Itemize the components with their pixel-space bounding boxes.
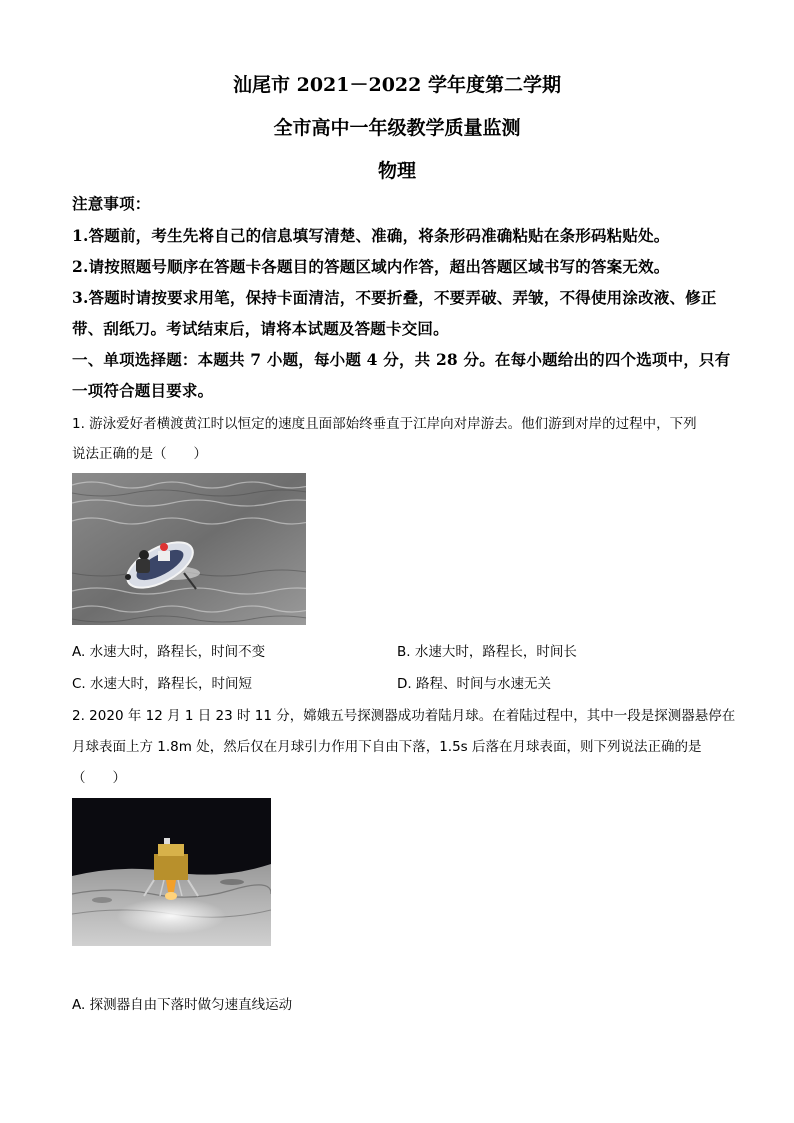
section-heading-line-2: 一项符合题目要求。 [72, 381, 214, 400]
question-1-option-a: A. 水速大时，路程长，时间不变 [72, 644, 266, 660]
notice-item-3-line-1: 3.答题时请按要求用笔，保持卡面清洁，不要折叠，不要弄破、弄皱，不得使用涂改液、修正 [72, 288, 717, 307]
question-1-option-b: B. 水速大时，路程长，时间长 [397, 644, 577, 660]
question-2-stem-line-2: 月球表面上方 1.8m 处，然后仅在月球引力作用下自由下落，1.5s 后落在月球表面，则下列说法正确的是 [72, 739, 702, 755]
notice-item-3-line-2: 带、刮纸刀。考试结束后，请将本试题及答题卡交回。 [72, 319, 449, 338]
question-1-stem-line-1: 1. 游泳爱好者横渡黄江时以恒定的速度且面部始终垂直于江岸向对岸游去。他们游到对岸的过程中，下列 [72, 416, 697, 432]
section-heading-line-1: 一、单项选择题：本题共 7 小题，每小题 4 分，共 28 分。在每小题给出的四个选项中，只有 [72, 350, 731, 369]
question-2-stem-line-3: （ ） [72, 770, 126, 786]
question-1-option-c: C. 水速大时，路程长，时间短 [72, 676, 253, 692]
notice-heading: 注意事项： [72, 194, 151, 213]
river-boat-image [72, 473, 306, 625]
question-1-photo [72, 473, 306, 625]
notice-item-2: 2.请按照题号顺序在答题卡各题目的答题区域内作答，超出答题区域书写的答案无效。 [72, 257, 670, 276]
exam-subtitle: 全市高中一年级教学质量监测 [273, 117, 521, 139]
exam-title: 汕尾市 2021－2022 学年度第二学期 [233, 74, 561, 96]
question-1-option-d: D. 路程、时间与水速无关 [397, 676, 551, 692]
question-2-photo [72, 798, 271, 946]
question-1-stem-line-2: 说法正确的是（ ） [72, 446, 207, 462]
question-2-stem-line-1: 2. 2020 年 12 月 1 日 23 时 11 分，嫦娥五号探测器成功着陆月球。在着陆过程中，其中一段是探测器悬停在 [72, 708, 736, 724]
question-2-option-a: A. 探测器自由下落时做匀速直线运动 [72, 997, 293, 1013]
subject-title: 物理 [377, 160, 416, 182]
lunar-lander-image [72, 798, 271, 946]
notice-item-1: 1.答题前，考生先将自己的信息填写清楚、准确，将条形码准确粘贴在条形码粘贴处。 [72, 226, 670, 245]
